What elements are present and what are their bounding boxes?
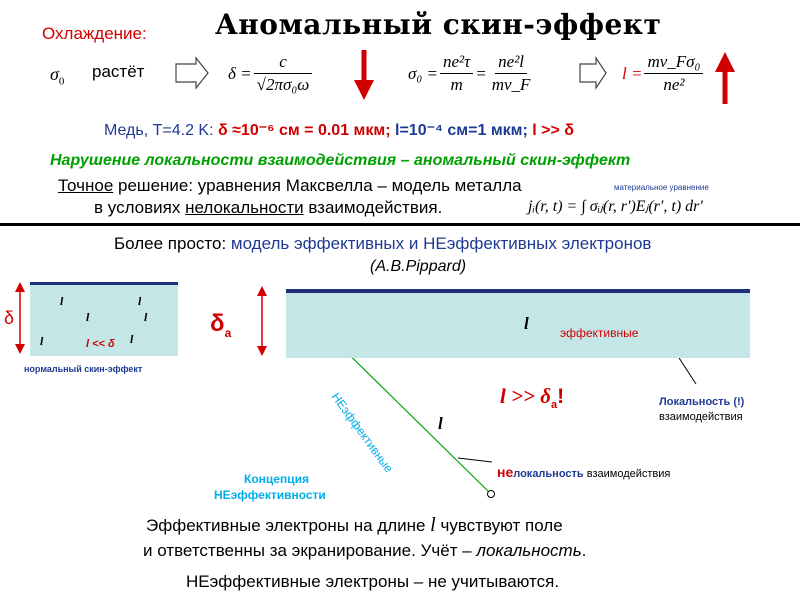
material-eq-formula: jᵢ(r, t) = ∫ σᵢⱼ(r, r′)Eⱼ(r′, t) dr′ [528,198,703,215]
pippard-credit: (A.B.Pippard) [370,258,467,275]
bottom-line1: Эффективные электроны на длине l чувствуют поле [146,514,563,536]
page-title: Аномальный скин-эффект [215,8,662,41]
anomalous-metal-surface [286,289,750,293]
normal-delta-label: δ [4,308,15,328]
normal-l-4: l [144,310,148,324]
normal-caption: нормальный скин-эффект [24,364,143,374]
block-arrow-2 [580,58,606,88]
ineffective-label: НЕэффективные [328,390,396,476]
locality-line1: Локальность (!) [659,396,745,408]
anomalous-metal-plate [286,292,750,358]
cooling-label: Охлаждение: [42,24,147,43]
locality-line2: взаимодействия [659,411,743,423]
exact-solution-line1: Точное решение: уравнения Максвелла – модель металла [58,176,522,195]
violation-heading: Нарушение локальности взаимодействия – аномальный скин-эффект [50,152,631,169]
bottom-line3: НЕэффективные электроны – не учитываются. [186,572,560,591]
effective-l-label: l [524,314,529,333]
sigma-formula: σ₀ = $\frac{\text{ne²τ}}{m}$ = $\frac{\text{ne²l}}{mv\_F}$ [408,52,531,94]
delta-a-label: $\delta_a$ [210,310,232,340]
simpler-model-line: Более просто: модель эффективных и НЕэффективных электронов [114,234,652,253]
normal-l-6: l [130,332,134,346]
normal-l-2: l [86,310,90,324]
ineffective-electron-end [488,491,495,498]
l-much-greater-delta: $l >> \delta_a$! [500,384,565,412]
normal-l-1: l [60,294,64,308]
bottom-line2: и ответственны за экранирование. Учёт – локальность. [143,541,587,560]
normal-metal-surface [30,282,178,285]
effective-label: эффективные [560,326,639,340]
normal-condition: l << δ [86,338,115,350]
copper-line: Медь, T=4.2 K: δ ≈10⁻⁶ см = 0.01 мкм; l=10⁻⁴ см=1 мкм; l >> δ [104,122,575,139]
nonlocality-label: нелокальность взаимодействия [497,464,671,480]
concept-line1: Концепция [244,472,309,486]
red-up-arrow-head [715,52,735,72]
delta-formula: δ = $\frac{c}{\text{√2πσ₀ω}}$ [228,52,314,95]
exact-solution-line2: в условиях нелокальности взаимодействия. [94,198,443,217]
l-formula: l = $\frac{\text{mv\_Fσ₀}}{\text{ne²}}$ [622,52,705,95]
section-divider [0,223,800,226]
material-eq-caption: материальное уравнение [614,183,709,192]
normal-l-3: l [138,294,142,308]
concept-line2: НЕэффективности [214,488,326,502]
red-down-arrow-head [354,80,374,100]
nonlocality-pointer [458,458,492,462]
sigma0-symbol: $\sigma_0$ [50,64,65,88]
sigma-grows-text: растёт [92,62,145,81]
ineffective-l-label: l [438,414,443,433]
block-arrow-1 [176,58,208,88]
normal-l-5: l [40,334,44,348]
